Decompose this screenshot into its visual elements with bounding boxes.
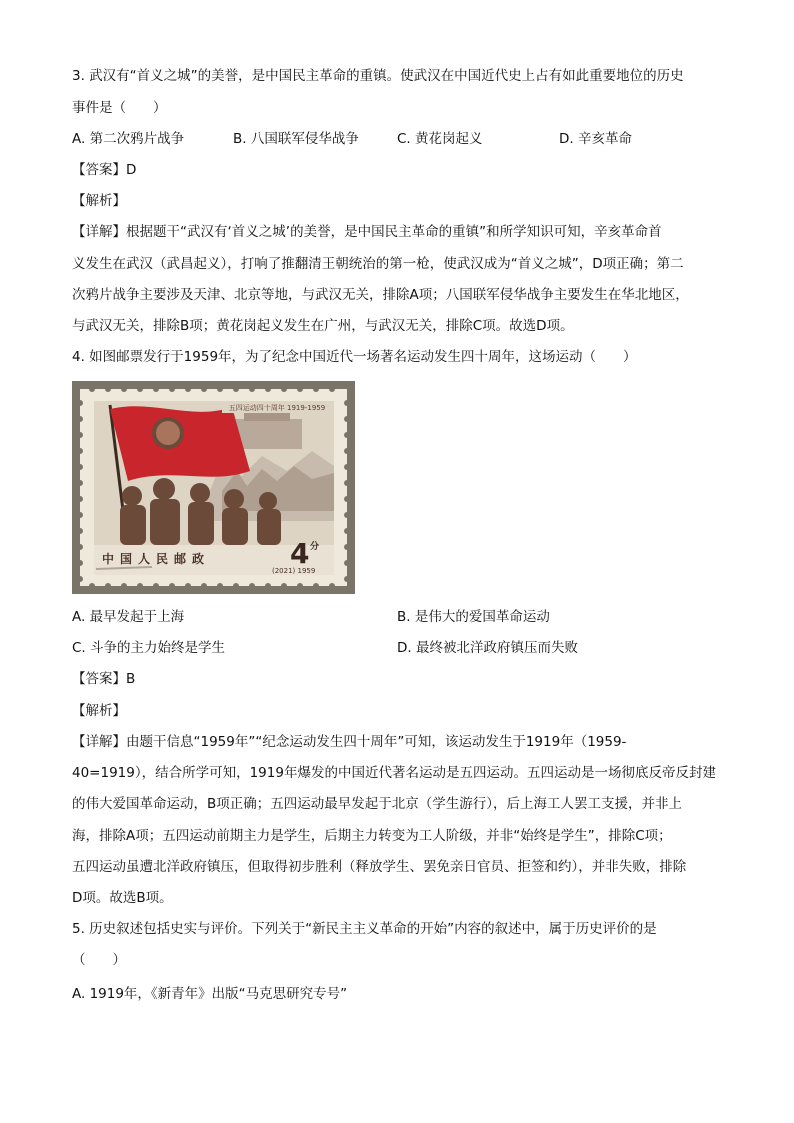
q4-answer: 【答案】B <box>72 671 136 687</box>
q4-stem: 4. 如图邮票发行于1959年，为了纪念中国近代一场著名运动发生四十周年，这场运动（ ） <box>72 349 637 365</box>
q4-option-b: B. 是伟大的爱国革命运动 <box>397 609 550 625</box>
stamp-image <box>72 381 355 594</box>
q4-detail-line2: 40=1919），结合所学可知，1919年爆发的中国近代著名运动是五四运动。五四运动是一场彻底反帝反封建 <box>72 765 716 781</box>
q3-detail-line3: 次鸦片战争主要涉及天津、北京等地，与武汉无关，排除A项；八国联军侵华战争主要发生在华北地区， <box>72 287 689 303</box>
q4-detail-line3: 的伟大爱国革命运动，B项正确；五四运动最早发起于北京（学生游行），后上海工人罢工支援，并非上 <box>72 796 683 812</box>
q3-option-b: B. 八国联军侵华战争 <box>233 131 359 147</box>
q4-analysis-label: 【解析】 <box>72 703 126 719</box>
q3-detail-line1: 【详解】根据题干“武汉有‘首义之城’的美誉，是中国民主革命的重镇”和所学知识可知，辛亥革命首 <box>72 224 662 240</box>
q3-detail-line2: 义发生在武汉（武昌起义），打响了推翻清王朝统治的第一枪，使武汉成为“首义之城”，D项正确；第二 <box>72 256 684 272</box>
stamp-unit: 分 <box>310 542 320 552</box>
q5-option-a: A. 1919年，《新青年》出版“马克思研究专号” <box>72 986 348 1002</box>
q3-analysis-label: 【解析】 <box>72 193 126 209</box>
q4-detail-line5: 五四运动虽遭北洋政府镇压，但取得初步胜利（释放学生、罢免亲日官员、拒签和约），并非失败，排除 <box>72 859 687 875</box>
q3-option-d: D. 辛亥革命 <box>559 131 632 147</box>
q4-option-c: C. 斗争的主力始终是学生 <box>72 640 226 656</box>
q3-stem-line1: 3. 武汉有“首义之城”的美誉，是中国民主革命的重镇。使武汉在中国近代史上占有如此重要地位的历史 <box>72 68 684 84</box>
q4-detail-line4: 海，排除A项；五四运动前期主力是学生，后期主力转变为工人阶级，并非“始终是学生”，排除C项； <box>72 828 672 844</box>
q5-stem-line2: （ ） <box>72 952 126 968</box>
q3-detail-line4: 与武汉无关，排除B项；黄花岗起义发生在广州，与武汉无关，排除C项。故选D项。 <box>72 318 574 334</box>
stamp-serial: (2021) 1959 <box>272 567 316 575</box>
q3-stem-line2: 事件是（ ） <box>72 100 167 116</box>
q3-option-c: C. 黄花岗起义 <box>397 131 483 147</box>
q3-answer: 【答案】D <box>72 162 137 178</box>
q4-detail-line1: 【详解】由题干信息“1959年”“纪念运动发生四十周年”可知，该运动发生于1919年（1959- <box>72 734 627 750</box>
stamp-top-text: 五四运动四十周年 1919-1959 <box>228 404 326 412</box>
stamp-denomination: 4 <box>290 537 310 570</box>
stamp-country-text: 中国人民邮政 <box>102 552 211 566</box>
q5-stem-line1: 5. 历史叙述包括史实与评价。下列关于“新民主主义革命的开始”内容的叙述中，属于历史评价的是 <box>72 921 657 937</box>
q4-detail-line6: D项。故选B项。 <box>72 890 173 906</box>
q4-option-a: A. 最早发起于上海 <box>72 609 185 625</box>
q3-option-a: A. 第二次鸦片战争 <box>72 131 185 147</box>
q4-option-d: D. 最终被北洋政府镇压而失败 <box>397 640 578 656</box>
